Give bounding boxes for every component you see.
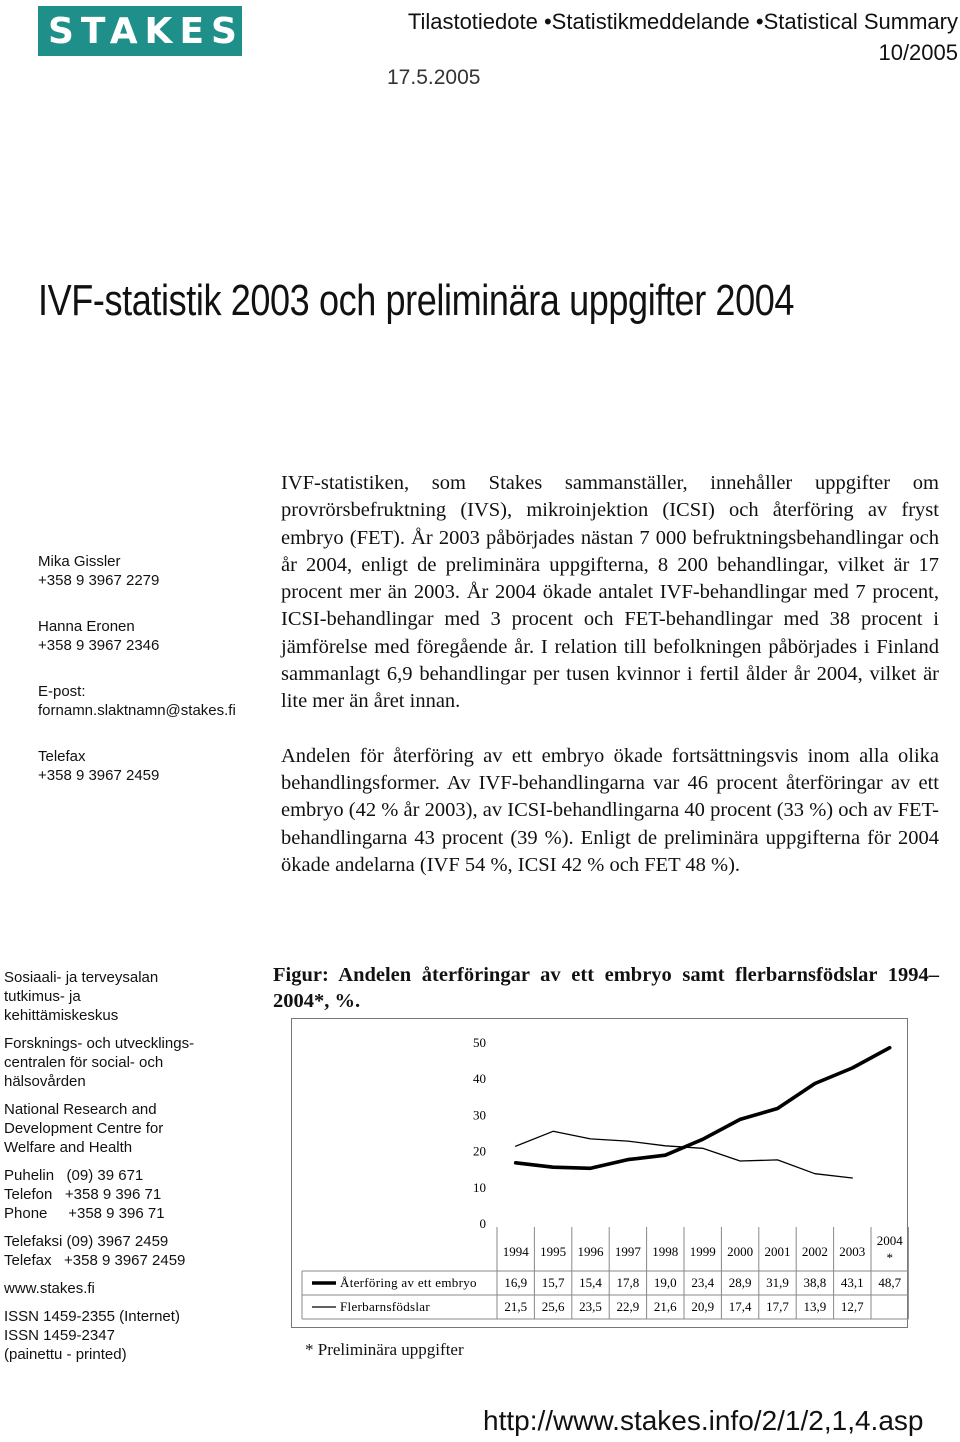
contact-block	[38, 552, 273, 812]
data-label: 19,0	[653, 1275, 677, 1290]
figure-caption: Figur: Andelen återföringar av ett embryo samt flerbarnsfödslar 1994–2004*, %.	[273, 964, 939, 1012]
data-label: 21,5	[504, 1299, 528, 1314]
data-label: 17,4	[728, 1299, 752, 1314]
page-url[interactable]: http://www.stakes.info/2/1/2,1,4.asp	[483, 1405, 924, 1436]
contact-item: Hanna Eronen +358 9 3967 2346	[38, 618, 160, 654]
data-label: 28,9	[728, 1275, 752, 1290]
contact-item: E-post: fornamn.slaktnamn@stakes.fi	[38, 683, 236, 719]
stakes-logo	[38, 6, 242, 56]
x-tick-label: 1996	[577, 1244, 604, 1259]
publication-date: 17.5.2005	[387, 66, 481, 89]
org-fax: Telefaksi (09) 3967 2459 Telefax +358 9 3967 2459	[4, 1233, 186, 1269]
data-label: 38,8	[803, 1275, 827, 1290]
body-text	[281, 470, 939, 906]
series-line	[516, 1048, 890, 1169]
legend-label: Flerbarnsfödslar	[340, 1299, 430, 1314]
data-label: 13,9	[803, 1299, 827, 1314]
x-tick-label: 1997	[614, 1244, 641, 1259]
data-label: 17,8	[616, 1275, 640, 1290]
org-website[interactable]: www.stakes.fi	[4, 1280, 95, 1297]
org-name-en: National Research and Development Centre for Welfare and Health	[4, 1101, 164, 1156]
data-label: 16,9	[504, 1275, 528, 1290]
data-label: 15,7	[541, 1275, 565, 1290]
figure-footnote: * Preliminära uppgifter	[305, 1340, 464, 1359]
body-paragraph: Andelen för återföring av ett embryo ökade fortsättningsvis inom alla olika behandlingsformer. Av IVF-behandlingarna var 46 procent återföringar av ett embryo (42 % år 2003), av ICSI-behandlingarna 40 procent (33 %) och av FET-behandlingarna 43 procent (39 %). Enligt de preliminära uppgifterna för 2004 ökade andelarna (IVF 54 %, ICSI 42 % och FET 48 %).	[281, 744, 939, 876]
x-tick-label: 1995	[540, 1244, 567, 1259]
x-tick-label: 2004 *	[876, 1233, 903, 1265]
organisation-info	[4, 968, 264, 1373]
data-label: 17,7	[766, 1299, 789, 1314]
y-tick-label: 40	[473, 1071, 486, 1087]
chart-frame	[291, 1018, 908, 1328]
x-tick-label: 1999	[689, 1244, 716, 1259]
contact-item: Telefax +358 9 3967 2459	[38, 748, 160, 784]
y-tick-label: 10	[473, 1179, 486, 1195]
y-tick-label: 0	[479, 1216, 486, 1231]
data-label: 43,1	[840, 1275, 864, 1290]
series-line: Tilastotiedote •Statistikmeddelande •Statistical Summary	[407, 9, 958, 34]
y-tick-label: 20	[473, 1143, 486, 1159]
org-issn: ISSN 1459-2355 (Internet) ISSN 1459-2347 (painettu - printed)	[4, 1308, 180, 1363]
x-tick-label: 2003	[839, 1244, 866, 1259]
contact-item: Mika Gissler +358 9 3967 2279	[38, 553, 160, 589]
data-label: 48,7	[878, 1275, 902, 1290]
data-label: 20,9	[691, 1299, 715, 1314]
x-tick-label: 2000	[727, 1244, 754, 1259]
x-tick-label: 2002	[801, 1244, 828, 1259]
x-tick-label: 2001	[764, 1244, 791, 1259]
org-name-sv: Forsknings- och utvecklings- centralen för social- och hälsovården	[4, 1035, 195, 1090]
org-name-fi: Sosiaali- ja terveysalan tutkimus- ja kehittämiskeskus	[4, 969, 159, 1024]
body-paragraph: IVF-statistiken, som Stakes sammanställer, innehåller uppgifter om provrörsbefruktning (IVS), mikroinjektion (ICSI) och återföring av fryst embryo (FET). År 2003 påbörjades nästan 7 000 befruktningsbehandlingar och år 2004, enligt de preliminära uppgifterna, 8 200 behandlingar, vilket är 17 procent mer än 2003. År 2004 ökade antalet IVF-behandlingar med 7 procent, ICSI-behandlingar med 3 procent och FET-behandlingar med 38 procent i jämförelse med föregående år. I relation till befolkningen påbörjades i Finland sammanlagt 6,9 behandlingar per tusen kvinnor i fertil ålder år 2004, vilket är lite mer än året innan.	[281, 472, 939, 713]
data-label: 23,4	[691, 1275, 715, 1290]
data-label: 31,9	[766, 1275, 789, 1290]
data-label: 23,5	[579, 1299, 602, 1314]
email-link[interactable]: fornamn.slaktnamn@stakes.fi	[38, 702, 236, 719]
x-tick-label: 1994	[502, 1244, 529, 1259]
y-tick-label: 30	[473, 1107, 486, 1123]
publication-series	[408, 6, 958, 68]
issue-number: 10/2005	[878, 40, 958, 65]
data-label: 15,4	[579, 1275, 602, 1290]
data-label: 12,7	[840, 1299, 864, 1314]
line-chart	[292, 1019, 909, 1329]
page-title: IVF-statistik 2003 och preliminära uppgifter 2004	[38, 276, 795, 325]
y-tick-label: 50	[473, 1035, 486, 1050]
x-tick-label: 1998	[652, 1244, 679, 1259]
org-phones: Puhelin (09) 39 671 Telefon +358 9 396 71 Phone +358 9 396 71	[4, 1167, 165, 1222]
data-label: 25,6	[541, 1299, 565, 1314]
legend-label: Återföring av ett embryo	[340, 1275, 477, 1290]
data-label: 22,9	[616, 1299, 640, 1314]
series-line	[516, 1131, 853, 1178]
data-label: 21,6	[653, 1299, 677, 1314]
logo-text: STAKES	[48, 10, 244, 52]
